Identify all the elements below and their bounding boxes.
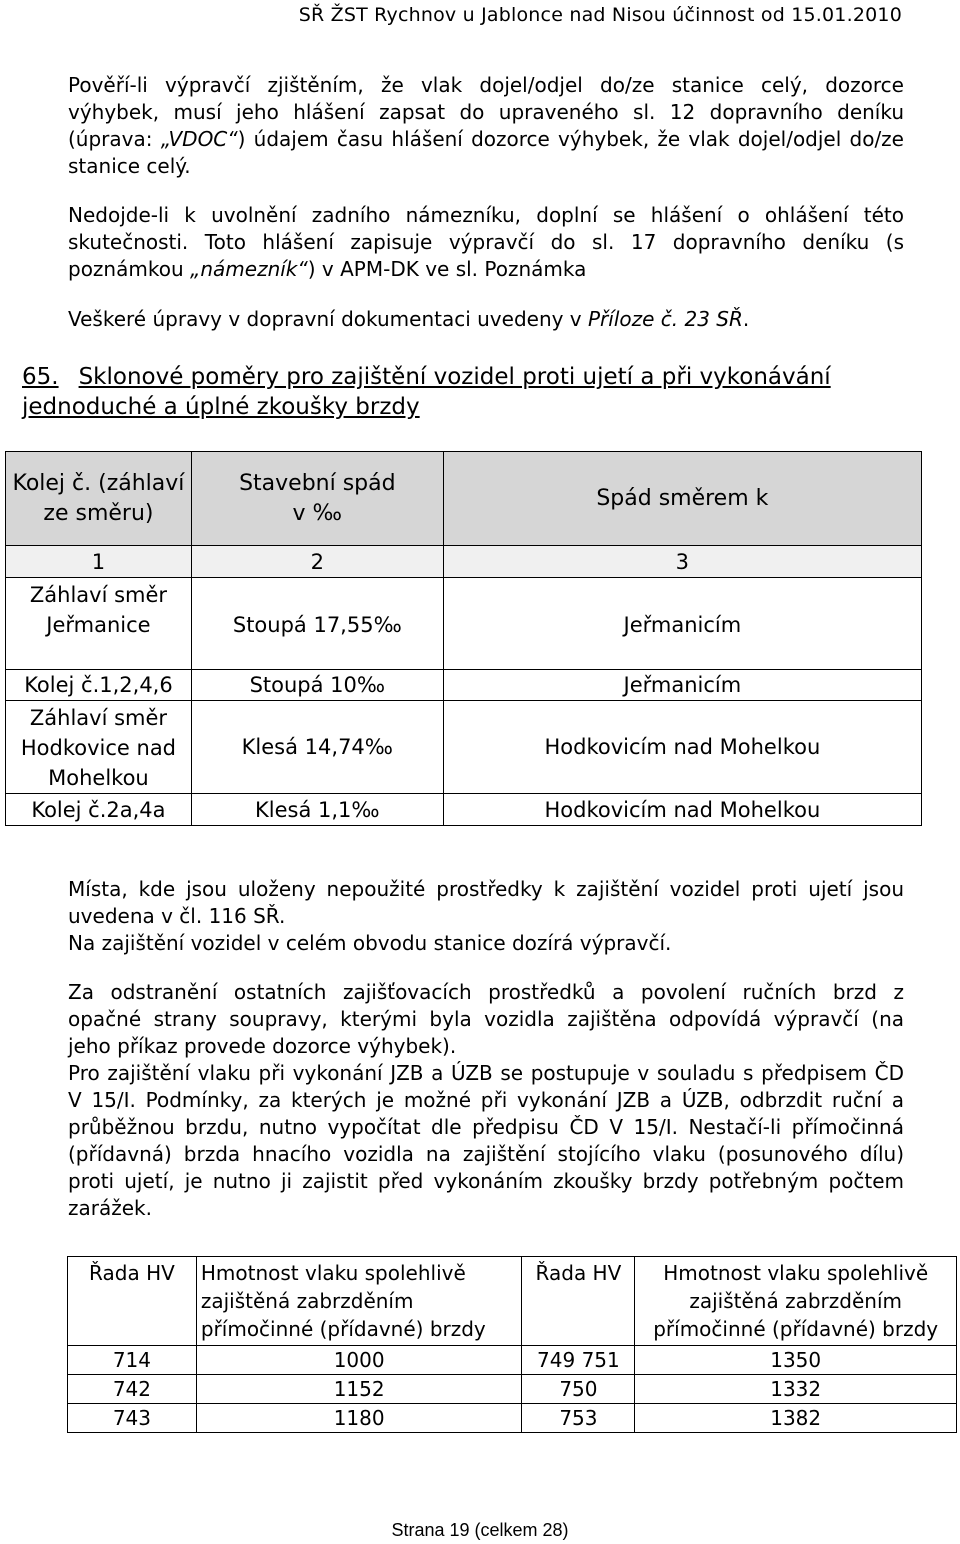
table-row <box>68 1375 957 1404</box>
column-header: Řada HV <box>522 1257 635 1346</box>
table-row <box>6 701 922 794</box>
table-cell: 1180 <box>196 1404 522 1433</box>
table-cell: 1332 <box>635 1375 957 1404</box>
table-row <box>6 670 922 701</box>
table-cell: 750 <box>522 1375 635 1404</box>
table-row <box>6 546 922 578</box>
text-line: skutečnosti. Toto hlášení zapisuje výpravčí do sl. 17 dopravního deníku (s <box>68 230 904 254</box>
text-line: stanice celý. <box>68 154 191 178</box>
table-cell: Klesá 14,74‰ <box>191 701 443 794</box>
column-header: Řada HV <box>68 1257 197 1346</box>
text-line: Veškeré úpravy v dopravní dokumentaci uvedeny v Příloze č. 23 SŘ. <box>68 307 750 331</box>
section-title-line: jednoduché a úplné zkoušky brzdy <box>22 394 420 420</box>
table-cell: 2 <box>191 546 443 578</box>
italic-term: „námezník“ <box>189 257 308 281</box>
column-header: Kolej č. (záhlaví ze směru) <box>6 452 192 546</box>
table-row <box>68 1346 957 1375</box>
page-header: SŘ ŽST Rychnov u Jablonce nad Nisou účinnost od 15.01.2010 <box>298 4 902 26</box>
column-header: Stavební spád v ‰ <box>191 452 443 546</box>
table-cell: 743 <box>68 1404 197 1433</box>
column-header: Hmotnost vlaku spolehlivě zajištěná zabrzděním přímočinné (přídavné) brzdy <box>635 1257 957 1346</box>
table-cell: 3 <box>443 546 921 578</box>
table-header-row <box>68 1257 957 1346</box>
text-line: poznámkou „námezník“) v APM-DK ve sl. Poznámka <box>68 257 587 281</box>
paragraph-documentation-note <box>68 306 904 333</box>
table-cell: 1 <box>6 546 192 578</box>
text-line: Za odstranění ostatních zajišťovacích prostředků a povolení ručních brzd z <box>68 980 904 1004</box>
italic-reference: Příloze č. 23 SŘ <box>588 307 743 331</box>
table-cell: 749 751 <box>522 1346 635 1375</box>
table-cell: 1000 <box>196 1346 522 1375</box>
grade-table <box>5 451 922 826</box>
text-line: (přídavná) brzda hnacího vozidla na zajištění stojícího vlaku (posunového dílu) <box>68 1142 904 1166</box>
table-row <box>6 578 922 670</box>
paragraph-dispatcher-report <box>68 72 904 180</box>
table-cell: Záhlaví směr Jeřmanice <box>6 578 192 670</box>
table-cell: Jeřmanicím <box>443 578 921 670</box>
text-line: jeho příkaz provede dozorce výhybek). <box>68 1034 457 1058</box>
table-cell: Kolej č.1,2,4,6 <box>6 670 192 701</box>
text-line: opačné strany soupravy, kterými byla vozidla zajištěna odpovídá výpravčí (na <box>68 1007 904 1031</box>
table-cell: Stoupá 10‰ <box>191 670 443 701</box>
table-cell: Hodkovicím nad Mohelkou <box>443 701 921 794</box>
table-row <box>68 1404 957 1433</box>
table-cell: Stoupá 17,55‰ <box>191 578 443 670</box>
text-line: výhybek, musí jeho hlášení zapsat do upraveného sl. 12 dopravního deníku <box>68 100 904 124</box>
table-cell: 742 <box>68 1375 197 1404</box>
text-line: proti ujetí, je nutno ji zajistit před vykonáním zkoušky brzdy potřebným počtem <box>68 1169 904 1193</box>
paragraph-securing-devices <box>68 876 904 957</box>
page-footer: Strana 19 (celkem 28) <box>391 1520 569 1540</box>
text-line: (úprava: „VDOC“) údajem času hlášení dozorce výhybek, že vlak dojel/odjel do/ze <box>68 127 904 151</box>
column-header: Hmotnost vlaku spolehlivě zajištěná zabrzděním přímočinné (přídavné) brzdy <box>196 1257 522 1346</box>
table-cell: 714 <box>68 1346 197 1375</box>
section-heading <box>22 362 842 422</box>
table-header-row <box>6 452 922 546</box>
section-title-line: Sklonové poměry pro zajištění vozidel proti ujetí a při vykonávání <box>78 364 831 390</box>
text-line: Nedojde-li k uvolnění zadního námezníku, doplní se hlášení o ohlášení této <box>68 203 904 227</box>
paragraph-clearance-point <box>68 202 904 283</box>
table-cell: Hodkovicím nad Mohelkou <box>443 794 921 826</box>
table-cell: 1152 <box>196 1375 522 1404</box>
column-header: Spád směrem k <box>443 452 921 546</box>
train-mass-table <box>67 1256 957 1433</box>
paragraph-brake-removal <box>68 979 904 1222</box>
table-cell: Kolej č.2a,4a <box>6 794 192 826</box>
table-cell: Jeřmanicím <box>443 670 921 701</box>
text-line: V 15/I. Podmínky, za kterých je možné při vykonání JZB a ÚZB, odbrzdit ruční a <box>68 1088 904 1112</box>
table-cell: Klesá 1,1‰ <box>191 794 443 826</box>
table-cell: 753 <box>522 1404 635 1433</box>
text-line: Pro zajištění vlaku při vykonání JZB a ÚZB se postupuje v souladu s předpisem ČD <box>68 1061 904 1085</box>
text-line: Pověří-li výpravčí zjištěním, že vlak dojel/odjel do/ze stanice celý, dozorce <box>68 73 904 97</box>
text-line: zarážek. <box>68 1196 152 1220</box>
table-row <box>6 794 922 826</box>
text-line: uvedena v čl. 116 SŘ. <box>68 904 286 928</box>
text-line: Na zajištění vozidel v celém obvodu stanice dozírá výpravčí. <box>68 931 672 955</box>
text-line: Místa, kde jsou uloženy nepoužité prostředky k zajištění vozidel proti ujetí jsou <box>68 877 904 901</box>
italic-term: „VDOC“ <box>160 127 238 151</box>
section-number: 65. <box>22 364 59 390</box>
text-line: průběžnou brzdu, nutno vypočítat dle předpisu ČD V 15/I. Nestačí-li přímočinná <box>68 1115 904 1139</box>
table-cell: Záhlaví směr Hodkovice nad Mohelkou <box>6 701 192 794</box>
table-cell: 1382 <box>635 1404 957 1433</box>
table-cell: 1350 <box>635 1346 957 1375</box>
